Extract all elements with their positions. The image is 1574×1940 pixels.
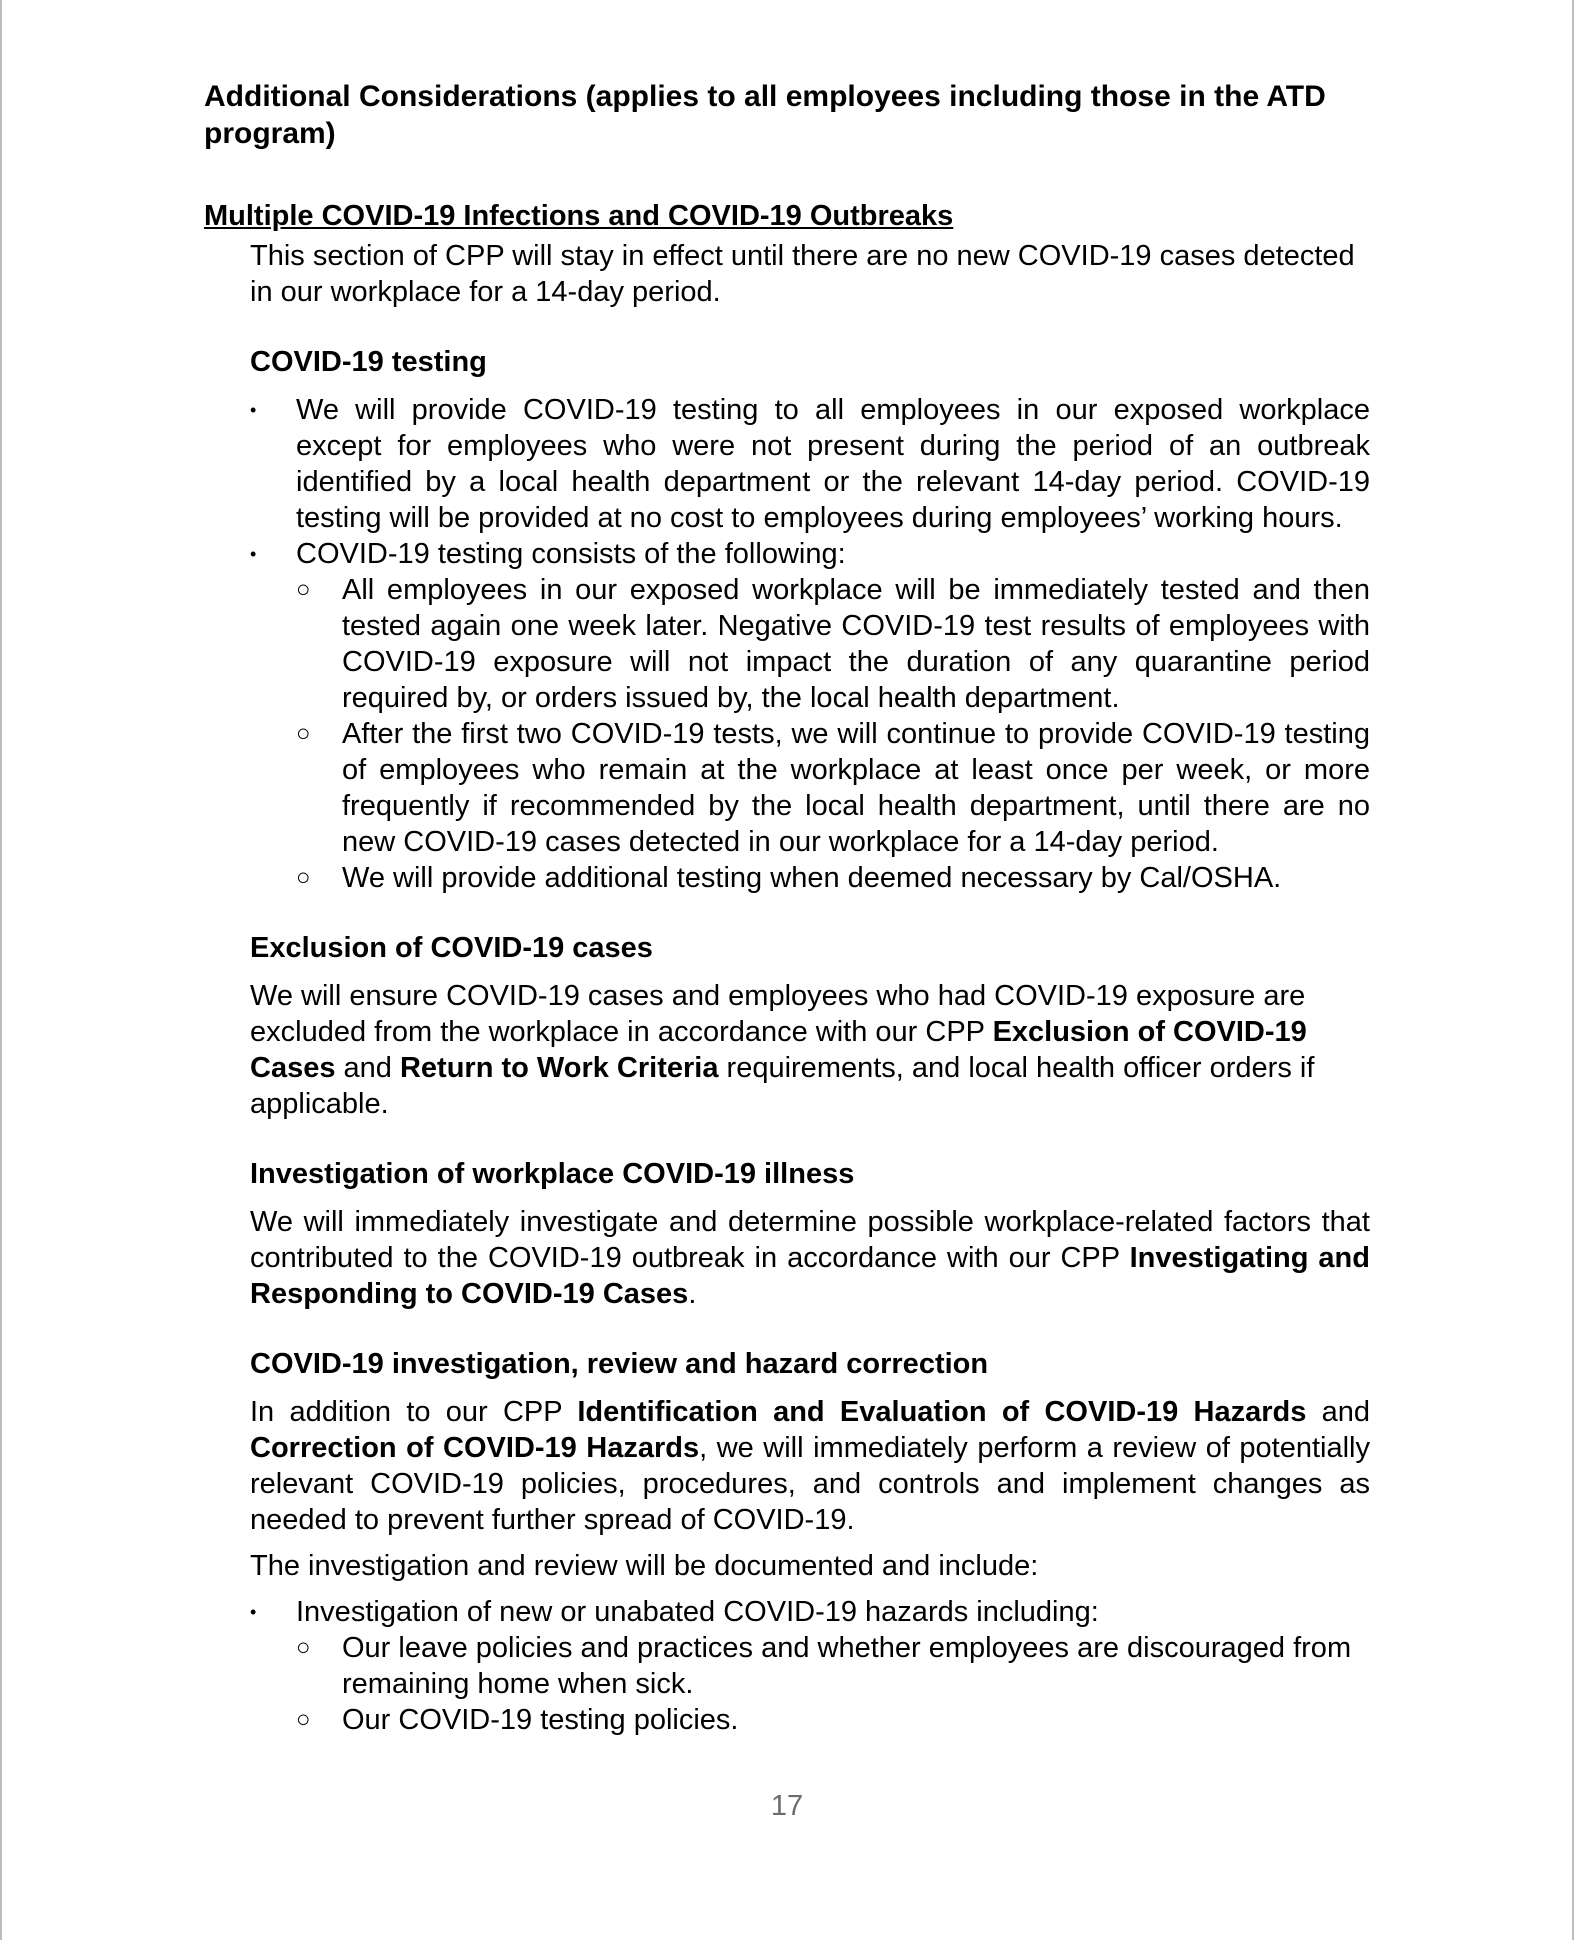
review-paragraph-2: The investigation and review will be documented and include:	[250, 1550, 1039, 1582]
exclusion-text-b: and	[335, 1052, 400, 1084]
testing-bullet-1: We will provide COVID-19 testing to all employees in our exposed workplace except for employees who were not present during the period of an outbreak identified by a local health department or the relevant 14-day period. COVID-19 testing will be provided at no cost to employees during employees’ working hours.	[296, 394, 1370, 534]
testing-sub-1: All employees in our exposed workplace will be immediately tested and then tested again one week later. Negative COVID-19 test results of employees with COVID-19 exposure will not impact the duration of any quarantine period required by, or orders issued by, the local health department.	[342, 574, 1370, 714]
circle-marker: ○	[296, 576, 311, 603]
bullet-marker: •	[250, 1602, 257, 1622]
testing-bullet-2: COVID-19 testing consists of the following:	[296, 538, 846, 570]
exclusion-paragraph	[250, 978, 1370, 1122]
circle-marker: ○	[296, 1706, 311, 1733]
exclusion-bold-b: Return to Work Criteria	[399, 1052, 719, 1084]
testing-sub-3: We will provide additional testing when deemed necessary by Cal/OSHA.	[342, 862, 1282, 894]
page-left-edge	[0, 0, 2, 1940]
review-sublist	[296, 1630, 1370, 1738]
review-sub-1: Our leave policies and practices and whether employees are discouraged from remaining home when sick.	[342, 1632, 1352, 1700]
document-title: Additional Considerations (applies to all employees including those in the ATD program)	[204, 80, 1326, 150]
list-item	[250, 536, 1370, 896]
circle-marker: ○	[296, 1634, 311, 1661]
review-sub-2: Our COVID-19 testing policies.	[342, 1704, 739, 1736]
review-text-b: and	[1306, 1396, 1371, 1428]
list-item	[296, 572, 1370, 716]
review-list	[250, 1594, 1370, 1738]
bullet-marker: •	[250, 544, 257, 564]
review-bullet-1: Investigation of new or unabated COVID-19 hazards including:	[296, 1596, 1099, 1628]
exclusion-heading: Exclusion of COVID-19 cases	[250, 932, 653, 964]
list-item	[250, 392, 1370, 536]
section-body	[250, 238, 1370, 1738]
exclusion-text-a: We will ensure COVID-19 cases and employees who had COVID-19 exposure are excluded from the workplace in accordance with our CPP	[250, 980, 1306, 1048]
testing-sub-2: After the first two COVID-19 tests, we will continue to provide COVID-19 testing of employees who remain at the workplace at least once per week, or more frequently if recommended by the local health department, until there are no new COVID-19 cases detected in our workplace for a 14-day period.	[342, 718, 1370, 858]
testing-sublist	[296, 572, 1370, 896]
circle-marker: ○	[296, 720, 311, 747]
review-text-a: In addition to our CPP	[250, 1396, 578, 1428]
document-page	[204, 78, 1424, 1738]
bullet-marker: •	[250, 400, 257, 420]
review-bold-a: Identification and Evaluation of COVID-19 Hazards	[577, 1396, 1307, 1428]
page-number: 17	[770, 1790, 804, 1822]
circle-marker: ○	[296, 864, 311, 891]
testing-heading: COVID-19 testing	[250, 346, 487, 378]
section-intro: This section of CPP will stay in effect until there are no new COVID-19 cases detected in our workplace for a 14-day period.	[250, 240, 1355, 308]
testing-list	[250, 392, 1370, 896]
investigation-text-a: We will immediately investigate and determine possible workplace-related factors that contributed to the COVID-19 outbreak in accordance with our CPP	[250, 1206, 1370, 1274]
list-item	[296, 1702, 1370, 1738]
section-title: Multiple COVID-19 Infections and COVID-19 Outbreaks	[204, 200, 954, 232]
list-item	[296, 716, 1370, 860]
review-heading: COVID-19 investigation, review and hazard correction	[250, 1348, 989, 1380]
investigation-paragraph	[250, 1204, 1370, 1312]
list-item	[296, 1630, 1370, 1702]
review-paragraph	[250, 1394, 1370, 1538]
list-item	[250, 1594, 1370, 1738]
investigation-bold-a: Investigating and Responding to COVID-19 Cases	[250, 1242, 1370, 1310]
exclusion-bold-a: Exclusion of COVID-19 Cases	[250, 1016, 1307, 1084]
investigation-text-b: .	[688, 1278, 697, 1310]
exclusion-text-c: requirements, and local health officer orders if applicable.	[250, 1052, 1315, 1120]
review-bold-b: Correction of COVID-19 Hazards	[250, 1432, 700, 1464]
list-item	[296, 860, 1370, 896]
review-text-c: , we will immediately perform a review of potentially relevant COVID-19 policies, procedures, and controls and implement changes as needed to prevent further spread of COVID-19.	[250, 1432, 1370, 1536]
investigation-heading: Investigation of workplace COVID-19 illness	[250, 1158, 855, 1190]
